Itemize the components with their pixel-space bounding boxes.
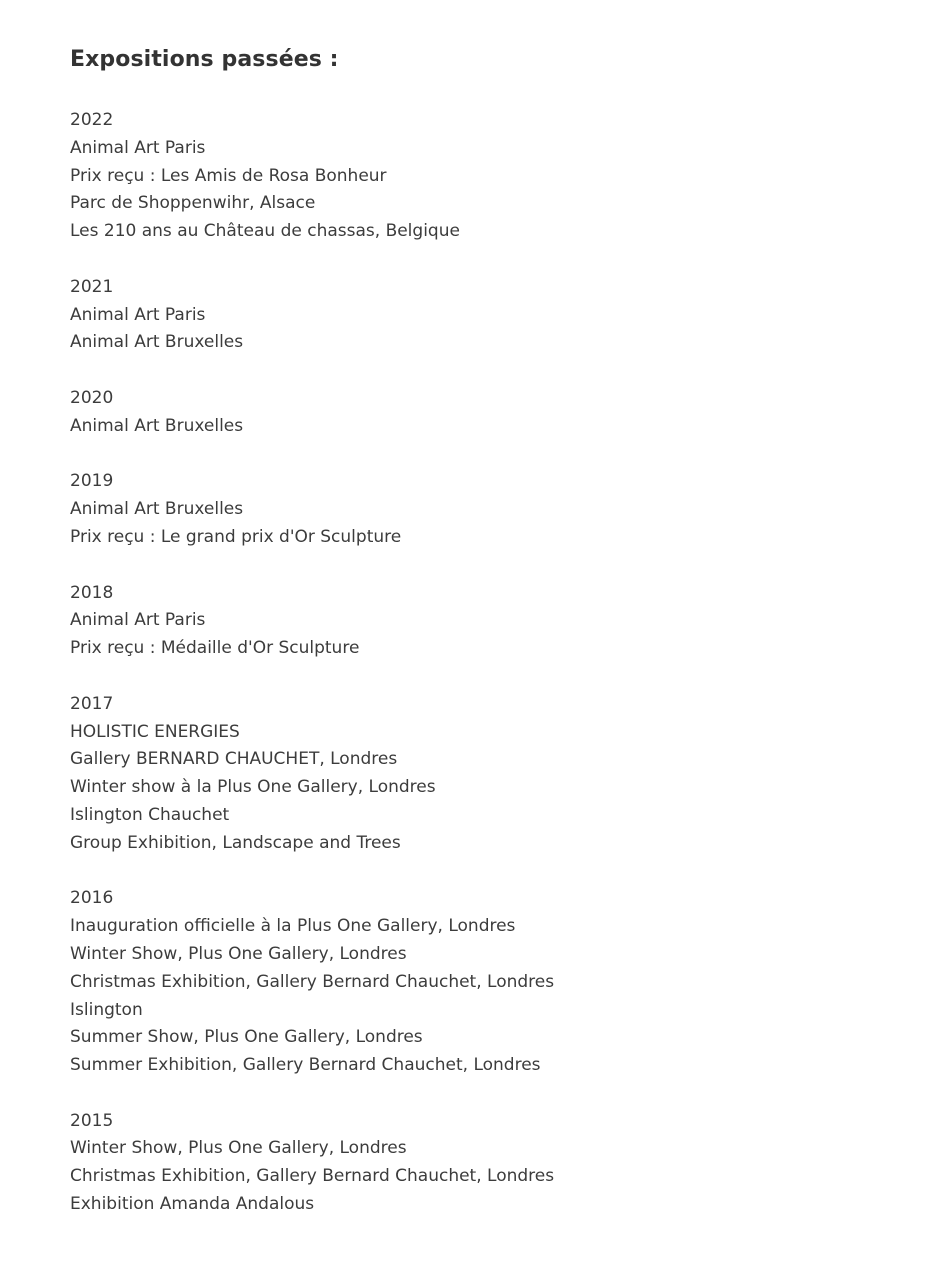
- exhibition-item: Inauguration officielle à la Plus One Gallery, Londres: [70, 916, 516, 937]
- year-section: [70, 885, 952, 1080]
- year-label: 2018: [70, 582, 114, 603]
- year-label: 2015: [70, 1110, 114, 1131]
- year-label: 2021: [70, 276, 114, 297]
- year-section: [70, 691, 952, 858]
- year-section: [70, 1108, 952, 1219]
- exhibition-item: Islington Chauchet: [70, 804, 230, 825]
- exhibition-item: Prix reçu : Les Amis de Rosa Bonheur: [70, 165, 387, 186]
- exhibition-item: Exhibition Amanda Andalous: [70, 1194, 315, 1215]
- exhibition-item: Summer Show, Plus One Gallery, Londres: [70, 1027, 423, 1048]
- exhibition-item: Winter show à la Plus One Gallery, Londres: [70, 777, 436, 798]
- year-section: [70, 580, 952, 663]
- exhibition-item: Christmas Exhibition, Gallery Bernard Chauchet, Londres: [70, 971, 555, 992]
- page-title: Expositions passées :: [70, 47, 339, 72]
- exhibition-item: Group Exhibition, Landscape and Trees: [70, 832, 401, 853]
- exhibitions-list: [70, 107, 952, 1219]
- exhibition-item: Parc de Shoppenwihr, Alsace: [70, 193, 316, 214]
- exhibition-item: Animal Art Paris: [70, 137, 206, 158]
- year-section: [70, 274, 952, 357]
- exhibition-item: HOLISTIC ENERGIES: [70, 721, 240, 742]
- exhibition-item: Animal Art Bruxelles: [70, 332, 244, 353]
- exhibition-item: Prix reçu : Médaille d'Or Sculpture: [70, 638, 360, 659]
- exhibition-item: Summer Exhibition, Gallery Bernard Chauchet, Londres: [70, 1055, 541, 1076]
- year-label: 2019: [70, 471, 114, 492]
- exhibition-item: Les 210 ans au Château de chassas, Belgique: [70, 221, 460, 242]
- exhibition-item: Winter Show, Plus One Gallery, Londres: [70, 943, 407, 964]
- exhibition-item: Islington: [70, 999, 143, 1020]
- year-label: 2016: [70, 888, 114, 909]
- exhibition-item: Gallery BERNARD CHAUCHET, Londres: [70, 749, 398, 770]
- year-label: 2017: [70, 693, 114, 714]
- year-label: 2022: [70, 110, 114, 130]
- year-section: [70, 107, 952, 246]
- exhibition-item: Prix reçu : Le grand prix d'Or Sculpture: [70, 526, 402, 547]
- exhibition-item: Christmas Exhibition, Gallery Bernard Chauchet, Londres: [70, 1166, 555, 1187]
- exhibition-item: Animal Art Paris: [70, 610, 206, 631]
- exhibition-item: Winter Show, Plus One Gallery, Londres: [70, 1138, 407, 1159]
- exhibition-item: Animal Art Bruxelles: [70, 499, 244, 520]
- year-label: 2020: [70, 387, 114, 408]
- exhibition-item: Animal Art Bruxelles: [70, 415, 244, 436]
- year-section: [70, 385, 952, 441]
- exhibition-item: Animal Art Paris: [70, 304, 206, 325]
- year-section: [70, 468, 952, 551]
